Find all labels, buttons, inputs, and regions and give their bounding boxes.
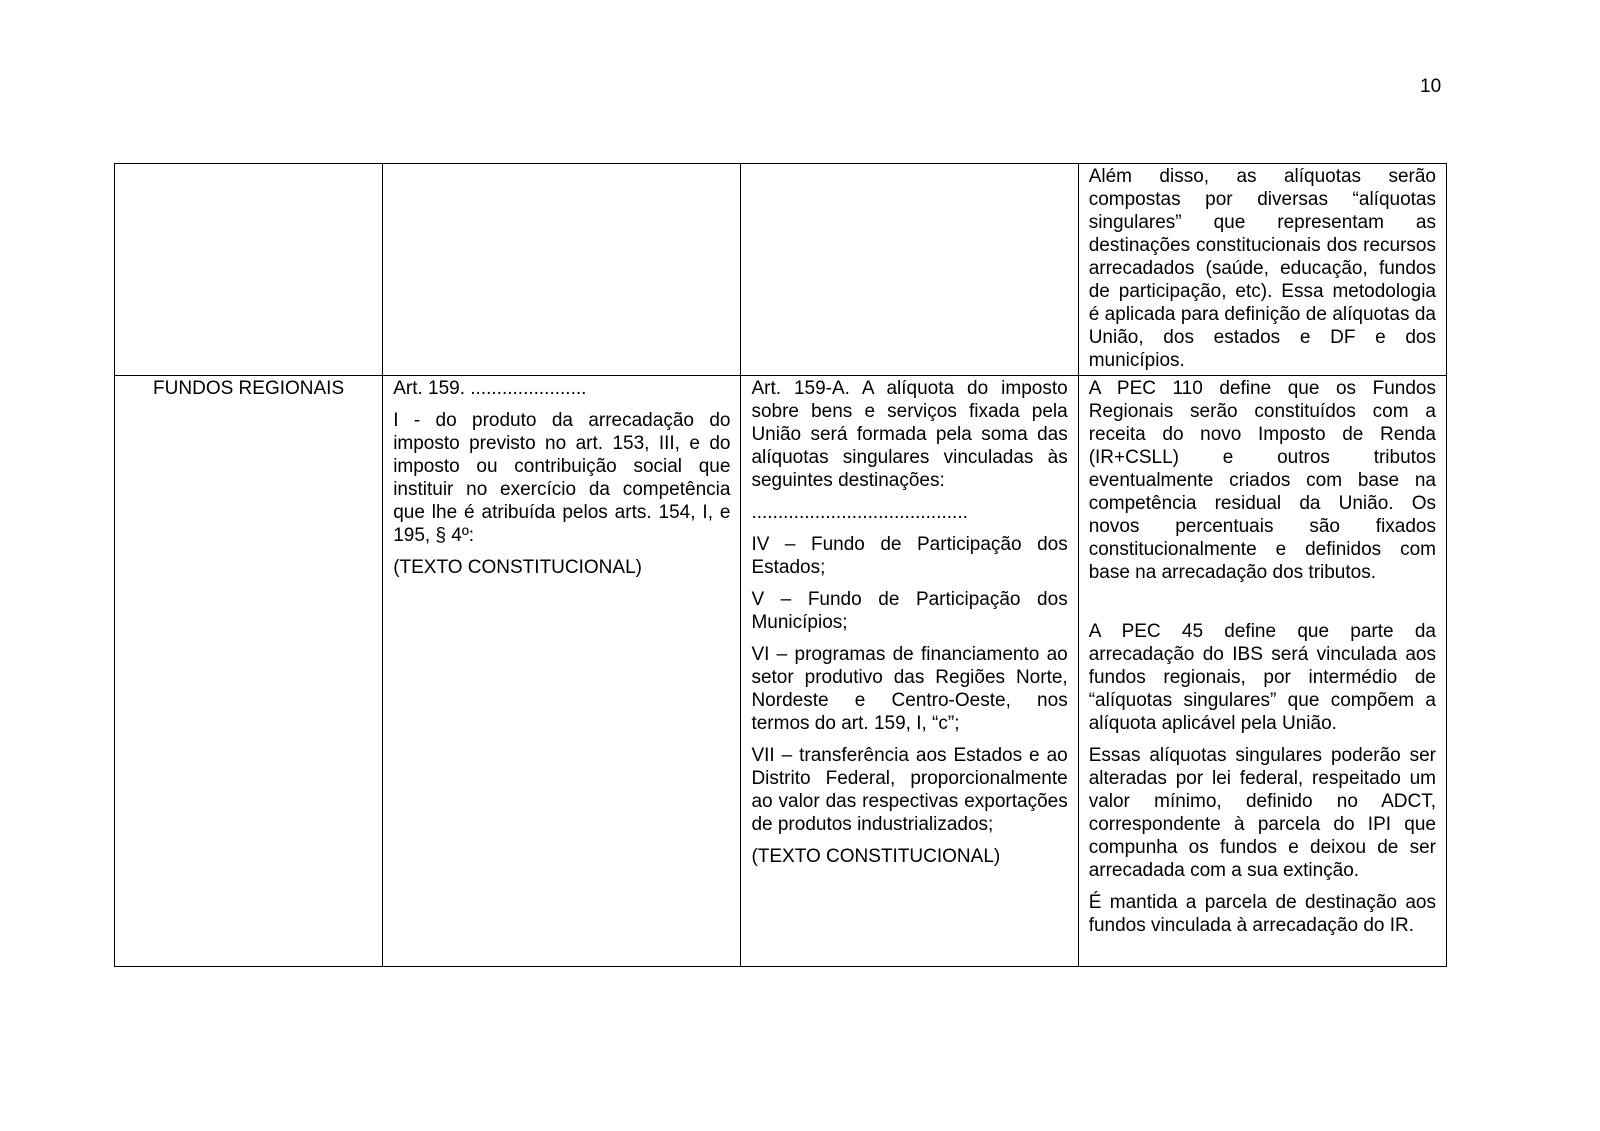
analysis-paragraph: Essas alíquotas singulares poderão ser alteradas por lei federal, respeitado um valor mínimo, definido no ADCT, correspondente à parcela do IPI que compunha os fundos e deixou de ser arrecadada com a sua extinção.: [1088, 745, 1436, 881]
ellipsis-line: .........................................: [751, 502, 968, 523]
article-heading: Art. 159. ......................: [393, 378, 587, 399]
theme-cell: FUNDOS REGIONAIS: [115, 376, 383, 967]
current-text-cell: [383, 164, 741, 376]
proposed-text-cell: [741, 164, 1078, 376]
current-text-cell: [383, 376, 741, 967]
analysis-paragraph: A PEC 45 define que parte da arrecadação do IBS será vinculada aos fundos regionais, por intermédio de “alíquotas singulares” que compõem a alíquota aplicável pela União.: [1088, 621, 1436, 734]
article-clause: V – Fundo de Participação dos Municípios;: [751, 589, 1068, 633]
analysis-paragraph: A PEC 110 define que os Fundos Regionais serão constituídos com a receita do novo Imposto de Renda (IR+CSLL) e outros tributos eventualmente criados com base na competência residual da União. Os novos percentuais são fixados constitucionalmente e definidos com base na arrecadação dos tributos.: [1088, 378, 1436, 583]
table-row: [115, 164, 1447, 376]
table-row: [115, 376, 1447, 967]
source-note: (TEXTO CONSTITUCIONAL): [393, 557, 642, 578]
analysis-paragraph: É mantida a parcela de destinação aos fundos vinculada à arrecadação do IR.: [1088, 892, 1436, 936]
article-clause: VI – programas de financiamento ao setor produtivo das Regiões Norte, Nordeste e Centro-Oeste, nos termos do art. 159, I, “c”;: [751, 644, 1068, 734]
comparison-table: [114, 163, 1447, 967]
article-clause: I - do produto da arrecadação do imposto previsto no art. 153, III, e do imposto ou contribuição social que instituir no exercício da competência que lhe é atribuída pelos arts. 154, I, e 195, § 4º:: [393, 410, 731, 546]
source-note: (TEXTO CONSTITUCIONAL): [751, 846, 1001, 867]
analysis-cell: [1078, 164, 1446, 376]
analysis-cell: [1078, 376, 1446, 967]
page-number: 10: [1420, 76, 1442, 97]
article-clause: VII – transferência aos Estados e ao Distrito Federal, proporcionalmente ao valor das respectivas exportações de produtos industrializados;: [751, 745, 1068, 835]
theme-cell: [115, 164, 383, 376]
proposed-text-cell: [741, 376, 1078, 967]
analysis-paragraph: Além disso, as alíquotas serão compostas por diversas “alíquotas singulares” que representam as destinações constitucionais dos recursos arrecadados (saúde, educação, fundos de participação, etc). Essa metodologia é aplicada para definição de alíquotas da União, dos estados e DF e dos municípios.: [1088, 166, 1436, 371]
article-heading: Art. 159-A. A alíquota do imposto sobre bens e serviços fixada pela União será formada pela soma das alíquotas singulares vinculadas às seguintes destinações:: [751, 378, 1068, 491]
article-clause: IV – Fundo de Participação dos Estados;: [751, 534, 1068, 578]
